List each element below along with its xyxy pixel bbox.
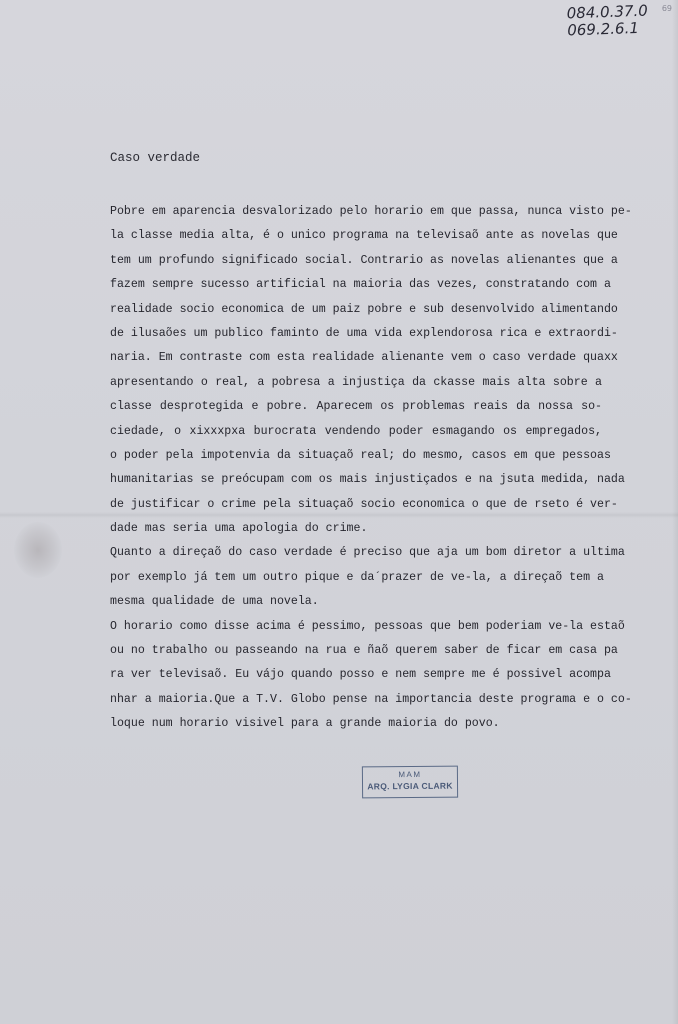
archive-stamp [362,766,458,799]
text-line: mesma qualidade de uma novela. [110,595,319,609]
text-line: por exemplo já tem um outro pique e da´prazer de ve-la, a direçaõ tem a [110,570,604,584]
text-line: apresentando o real, a pobresa a injustiça da ckasse mais alta sobre a [110,375,602,389]
text-line: o poder pela impotenvia da situaçaõ real; do mesmo, casos em que pessoas [110,448,611,462]
text-line: Pobre em aparencia desvalorizado pelo horario em que passa, nunca visto pe- [110,205,632,218]
corner-page-mark: 69 [661,4,672,13]
text-line: ciedade, o xixxxpxa burocrata vendendo poder esmagando os empregados, [110,424,602,438]
archive-code-line-1: 084.0.37.0 [566,1,648,23]
text-line: ou no trabalho ou passeando na rua e ñaõ querem saber de ficar em casa pa [110,644,618,658]
archive-reference-code [566,3,648,40]
text-line: nhar a maioria.Que a T.V. Globo pense na importancia deste programa e o co- [110,692,632,706]
text-line: loque num horario visivel para a grande maioria do povo. [110,717,500,731]
stamp-line-1: MAM [398,769,422,780]
text-line: naria. Em contraste com esta realidade alienante vem o caso verdade quaxx [110,351,618,365]
text-line: realidade socio economica de um paiz pobre e sub desenvolvido alimentando [110,302,618,316]
paper-stain [14,522,62,578]
text-line: dade mas seria uma apologia do crime. [110,522,368,536]
document-title: Caso verdade [110,151,201,165]
text-line: de ilusaões um publico faminto de uma vida explendorosa rica e extraordi- [110,326,618,340]
text-line: humanitarias se preócupam com os mais injustiçados e na jsuta medida, nada [110,473,625,487]
text-line: fazem sempre sucesso artificial na maioria das vezes, constratando com a [110,278,611,292]
archive-code-line-2: 069.2.6.1 [566,18,640,40]
stamp-line-2: ARQ. LYGIA CLARK [367,780,453,792]
document-body [110,200,632,737]
text-line: Quanto a direçaõ do caso verdade é preciso que aja um bom diretor a ultima [110,546,625,560]
paper-edge-shadow [672,0,678,1024]
text-line: O horario como disse acima é pessimo, pessoas que bem poderiam ve-la estaõ [110,619,625,633]
text-line: de justificar o crime pela situaçaõ socio economica o que de rseto é ver- [110,497,618,511]
text-line: classe desprotegida e pobre. Aparecem os problemas reais da nossa so- [110,400,602,414]
text-line: ra ver televisaõ. Eu vájo quando posso e nem sempre me é possivel acompa [110,668,611,682]
text-line: tem um profundo significado social. Contrario as novelas alienantes que a [110,253,618,267]
text-line: la classe media alta, é o unico programa na televisaõ ante as novelas que [110,229,618,243]
